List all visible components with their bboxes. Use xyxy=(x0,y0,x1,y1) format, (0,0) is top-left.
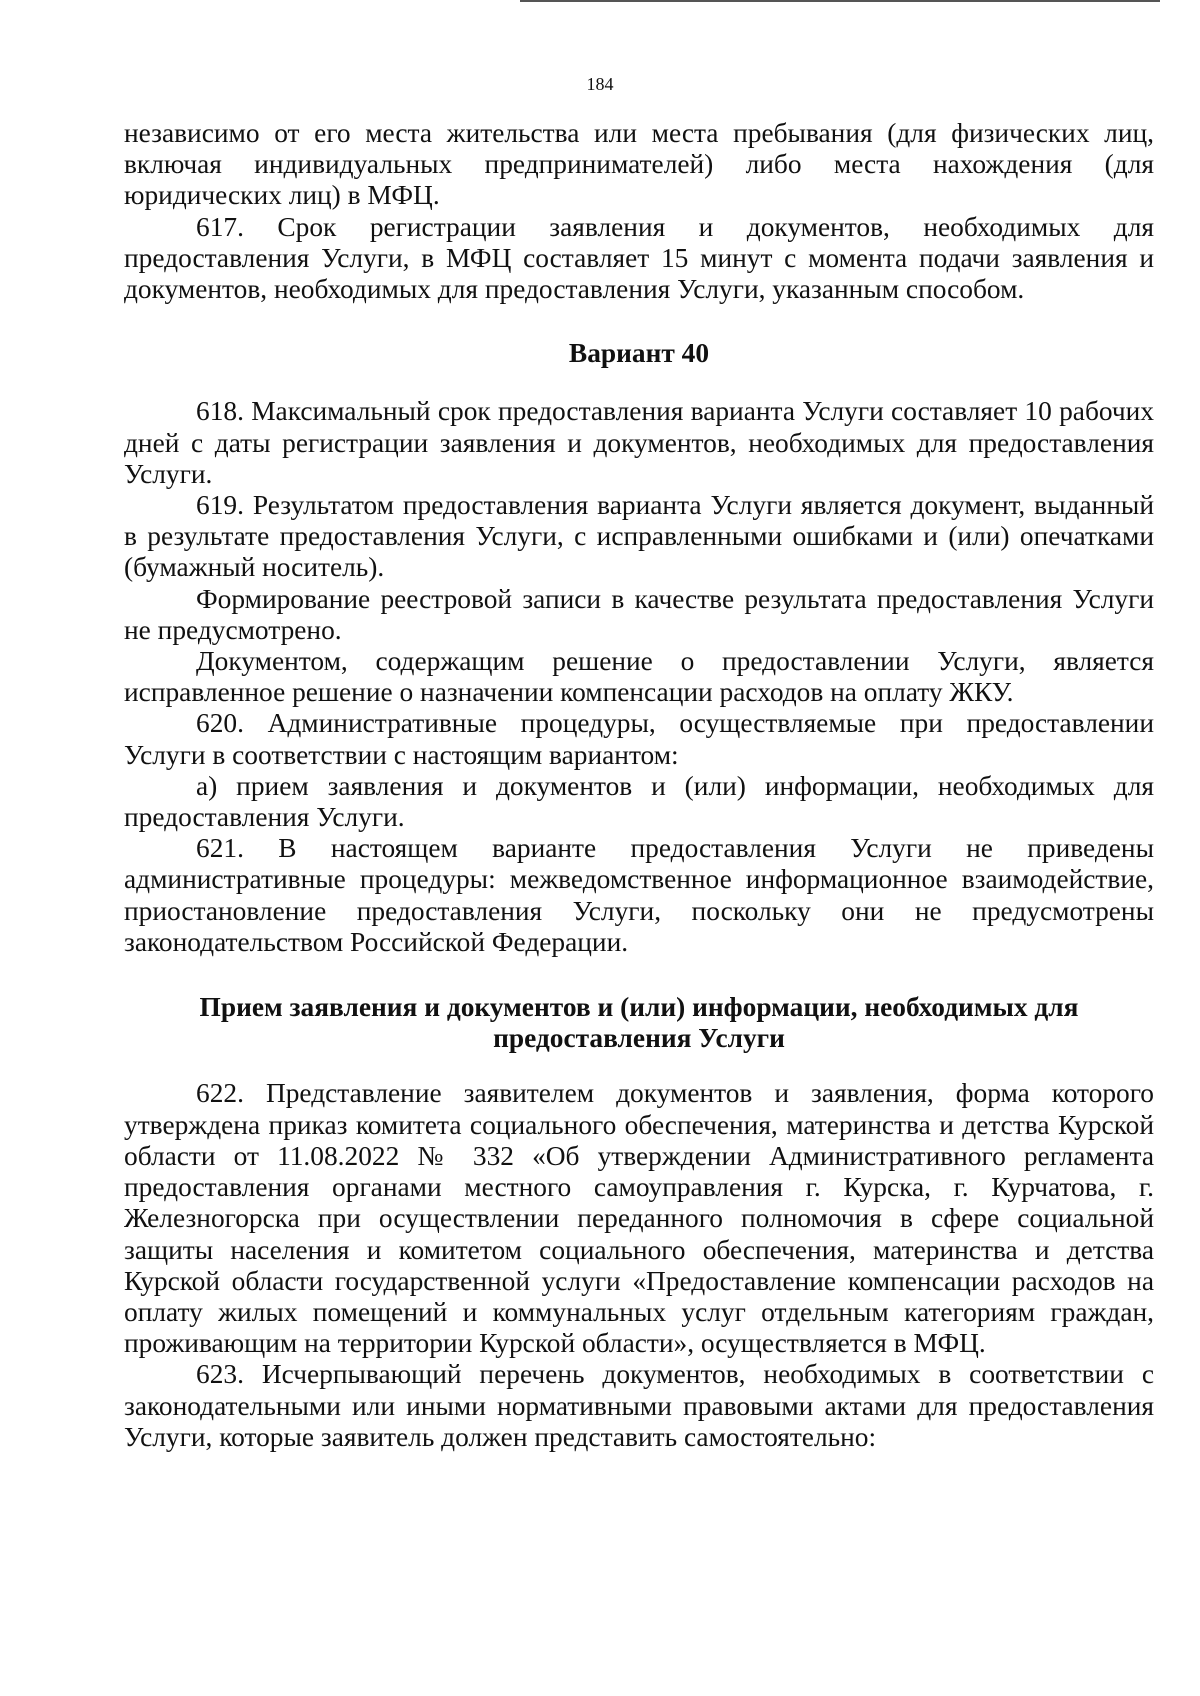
paragraph-619: 619. Результатом предоставления варианта Услуги является документ, выданный в результате предоставления Услуги, с исправленными ошибками и (или) опечатками (бумажный носитель). xyxy=(124,490,1154,583)
paragraph-620-item-a: а) прием заявления и документов и (или) информации, необходимых для предоставления Услуги. xyxy=(124,770,1154,833)
paragraph-621: 621. В настоящем варианте предоставления Услуги не приведены административные процедуры: межведомственное информационное взаимодействие, приостановление предоставления Услуги, поскольку они не предусмотрены законодательством Российской Федерации. xyxy=(124,833,1154,957)
paragraph-622: 622. Представление заявителем документов и заявления, форма которого утверждена приказ комитета социального обеспечения, материнства и детства Курской области от 11.08.2022 № 332 «Об утверждении Административного регламента предоставления органами местного самоуправления г. Курска, г. Курчатова, г. Железногорска при осуществлении переданного полномочия в сфере социальной защиты населения и комитетом социального обеспечения, материнства и детства Курской области государственной услуги «Предоставление компенсации расходов на оплату жилых помещений и коммунальных услуг отдельным категориям граждан, проживающим на территории Курской области», осуществляется в МФЦ. xyxy=(124,1078,1154,1359)
top-border-line xyxy=(520,0,1160,2)
paragraph-decision-document: Документом, содержащим решение о предоставлении Услуги, является исправленное решение о назначении компенсации расходов на оплату ЖКУ. xyxy=(124,646,1154,708)
paragraph-623: 623. Исчерпывающий перечень документов, необходимых в соответствии с законодательными или иными нормативными правовыми актами для предоставления Услуги, которые заявитель должен представить самостоятельно: xyxy=(124,1359,1154,1452)
variant-heading: Вариант 40 xyxy=(568,338,710,369)
paragraph-618: 618. Максимальный срок предоставления варианта Услуги составляет 10 рабочих дней с даты регистрации заявления и документов, необходимых для предоставления Услуги. xyxy=(124,396,1154,489)
paragraph-617: 617. Срок регистрации заявления и документов, необходимых для предоставления Услуги, в МФЦ составляет 15 минут с момента подачи заявления и документов, необходимых для предоставления Услуги, указанным способом. xyxy=(124,211,1154,305)
paragraph-registry-record: Формирование реестровой записи в качестве результата предоставления Услуги не предусмотрено. xyxy=(124,583,1154,645)
paragraph-continuation: независимо от его места жительства или места пребывания (для физических лиц, включая индивидуальных предпринимателей) либо места нахождения (для юридических лиц) в МФЦ. xyxy=(124,118,1154,211)
paragraph-620: 620. Административные процедуры, осуществляемые при предоставлении Услуги в соответствии с настоящим вариантом: xyxy=(124,708,1154,770)
document-body xyxy=(124,118,1154,1453)
section-heading: Прием заявления и документов и (или) информации, необходимых для предоставления Услуги xyxy=(199,992,1079,1054)
page-number: 184 xyxy=(586,74,614,94)
